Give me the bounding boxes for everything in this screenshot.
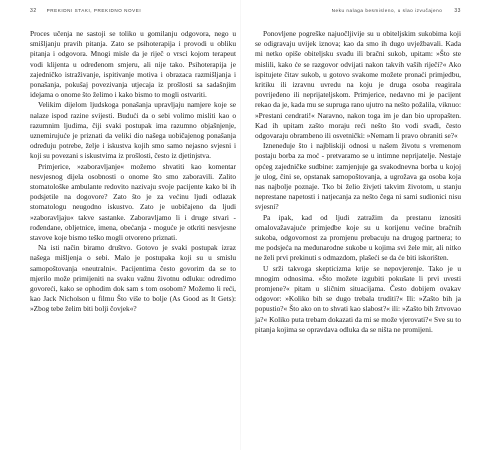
left-running-head xyxy=(30,8,236,17)
right-body-text xyxy=(255,29,461,335)
right-running-head xyxy=(255,8,461,17)
right-paragraph-3: Pa ipak, kad od ljudi zatražim da prestanu iznositi omalovažavajuće primjedbe koje su u korijenu većine bračnih sukoba, odgovornost za promjenu prebacuju na drugog partnera; to me podsjeća na međunarodne sukobe u kojima svi žele mir, ali nitko ne želi prvi prekinuti s odmazdom, plašeći se da će biti iskorišten. xyxy=(255,212,461,263)
right-paragraph-4: U srži takvoga skepticizma krije se nepovjerenje. Tako je u mnogim odnosima. »Što možete izgubiti pokušate li prvi uvesti promjene?« pitam u sličnim situacijama. Često dobijem ovakav odgovor: »Koliko bih se dugo trebala truditi?« Ili: »Zašto bih ja popustio?« Što ako on to shvati kao slabost?« ili: »Zašto bih žrtvovao ja?« Koliko puta trebam dokazati da mi se može vjerovati?« Sve su to pitanja kojima se opravdava odluka da se ništa ne promijeni. xyxy=(255,263,461,334)
left-paragraph-2: Velikim dijelom ljudskoga ponašanja upravljaju namjere koje se nalaze ispod razine svijesti. Budući da o sebi volimo misliti kao o razumnim ljudima, čiji svaki postupak ima razumno objašnjenje, uznemirujuće je priznati da veliki dio našega uobičajenog ponašanja određuju potrebe, želje i iskustva kojih smo samo nejasno svjesni i koji su povezani s iskustvima iz prošlosti, često iz djetinjstva. xyxy=(30,100,236,161)
left-running-title: PREKIDNI STAKI, PREKIDNO NOVEI xyxy=(46,8,142,13)
left-paragraph-3: Primjerice, »zaboravljanje« možemo shvatiti kao komentar nesvjesnog dijela osobnosti o onome što smo zaboravili. Zalito stomatološke ambulante redovito nazivaju svoje pacijente kako bi ih podsjetile na dogovore? Zato što je za većinu ljudi odlazak stomatologu neugodno iskustvo. Zato je uobičajeno da ljudi »zaboravljaju« takve sastanke. Zaboravljamo li i druge stvari - rođendane, obljetnice, imena, obećanja - moguće je otkriti nesvjesne stavove koje bismo teško mogli otvoreno priznati. xyxy=(30,161,236,243)
left-page-number: 32 xyxy=(30,8,37,14)
right-page xyxy=(255,8,461,335)
page-gutter xyxy=(240,0,241,450)
right-page-number: 33 xyxy=(454,8,461,14)
left-paragraph-4: Na isti način biramo društvo. Gotovo je svaki postupak izraz našega mišljenja o sebi. Malo je postupaka koji su u smislu samopoštovanja »neutralni«. Pacijentima često govorim da se to mjerilo može primijeniti na svaku važnu životnu odluku: odredimo govoreći, kako se ophodim dok sam s tom osobom? Možemo li reći, kao Jack Nicholson u filmu Što više to bolje (As Good as It Gets): »Zbog tebe želim biti bolji čovjek«? xyxy=(30,243,236,314)
left-page xyxy=(30,8,236,315)
right-running-title: Neku nalaga besmisleno, u slao izvučajeno xyxy=(331,8,443,13)
left-body-text xyxy=(30,29,236,315)
right-paragraph-2: Izneneđuje što i najbliskiji odnosi u našem životu s vremenom postaju borba za moć - pretvaramo se u intimne neprijatelje. Nestaje općeg zajedničke sudbine: zamjenjuje ga svakodnevna borba u kojoj je ulog, čini se, opstanak samopoštovanja, a ugrožava ga osoba koja nas najbolje poznaje. Tko bi želio živjeti takvim životom, u stanju neprestane napetosti i natjecanja za nešto čega ni sami sudionici nisu svjesni? xyxy=(255,141,461,212)
left-paragraph-1: Proces učenja ne sastoji se toliko u gomilanju odgovora, nego u smišljanju pravih pitanja. Zato se psihoterapija i provodi u obliku pitanja i odgovora. Mnogi misle da je riječ o vrsci kojom terapeut vodi klijenta u određenom smjeru, ali nije tako. Psihoterapija je zajedničko istraživanje, ispitivanje motiva i obrazaca razmišljanja i ponašanja, pokušaj povezivanja utjecaja iz prošlosti sa sadašnjim idejama o onome što želimo i kako bismo to mogli ostvariti. xyxy=(30,29,236,100)
right-paragraph-1: Ponovljene pogreške najuočljivije su u obiteljskim sukobima koji se odigravaju uvijek iznova; kao da smo ih dugo uvježbavali. Kada mi netko opiše obiteljsku svađu ili bračni sukob, upitam: »Što ste mislili, kako će se razgovor odvijati nakon takvih vaših riječi?« Ako ispitujete čitav sukob, u gotovo svakome možete pronaći primjedbu, kritiku ili izravnu uvredu na koju je druga osoba reagirala povrijeđeno ili neprijateljskom. Primjerice, nedavno mi je pacijent rekao da je, kada mu se supruga rano ujutro na nešto požalila, viknuo: »Prestani cendrati!« Naravno, nakon toga im je dan bio upropašten. Kad ih upitam zašto moraju reći nešto što vodi svađi, često odgovaraju obrambeno ili osvetnički: »Nemam li pravo obraniti se?« xyxy=(255,29,461,141)
